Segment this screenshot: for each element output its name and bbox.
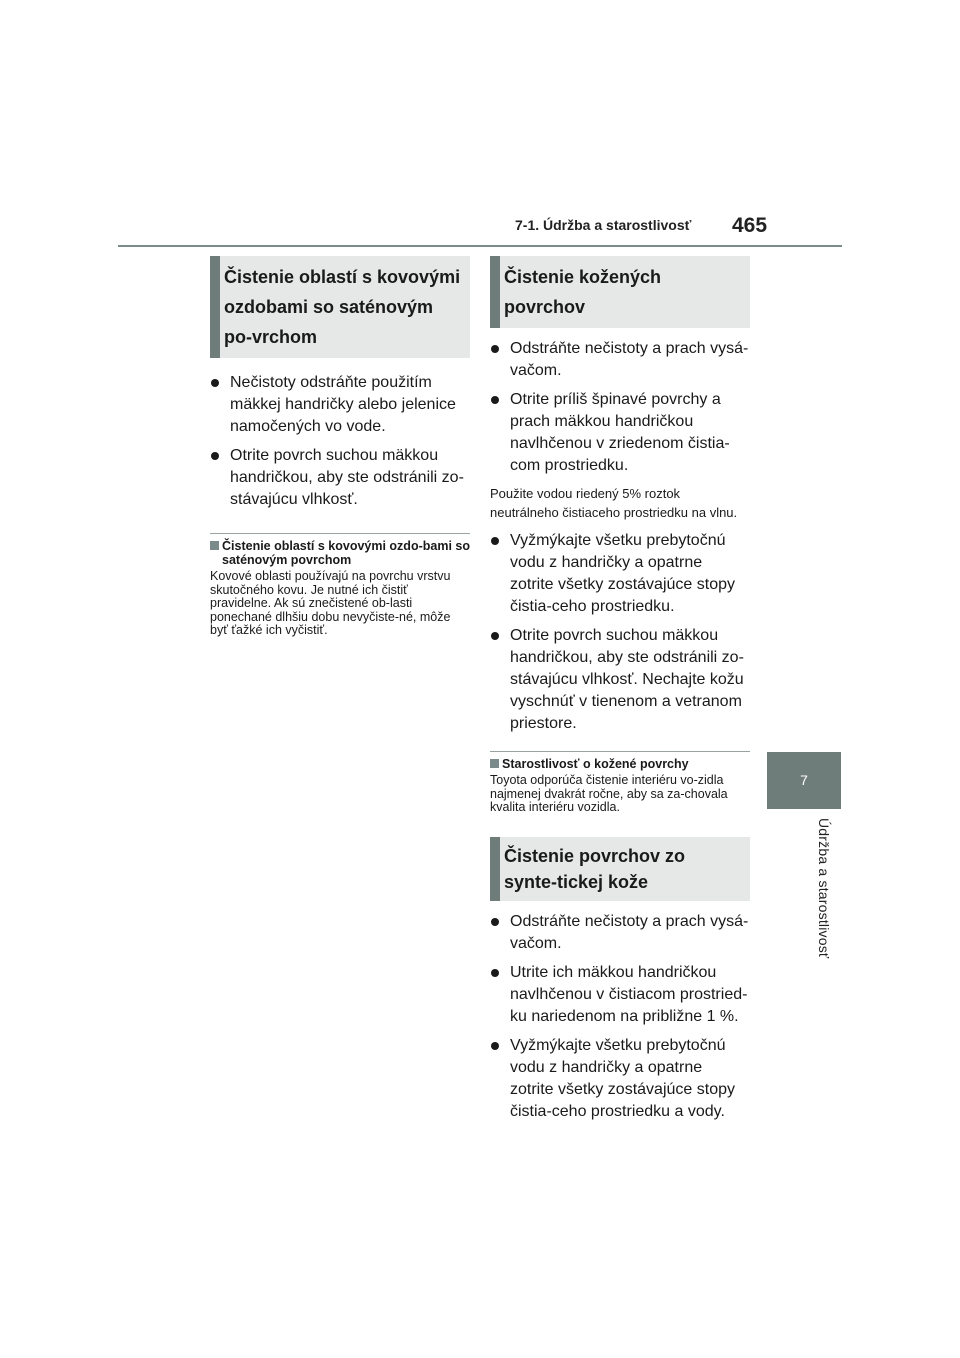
bullet-dot-icon xyxy=(491,537,499,545)
note-square-icon xyxy=(210,541,219,550)
list-item xyxy=(210,445,470,511)
left-column xyxy=(210,256,470,638)
list-item-text: Utrite ich mäkkou handričkou navlhčenou v čistiacom prostried-ku nariedenom na približne 1 %. xyxy=(510,963,748,1025)
bullet-dot-icon xyxy=(491,632,499,640)
bullet-dot-icon xyxy=(491,396,499,404)
note-divider xyxy=(490,751,750,752)
right-column xyxy=(490,256,750,1130)
note-body: Kovové oblasti používajú na povrchu vrstvu skutočného kovu. Je nutné ich čistiť pravidelne. Ak sú znečistené ob-lasti ponechané dlhšiu dobu nevyčiste-né, môže byť ťažké ich vyčistiť. xyxy=(210,569,451,637)
list-item xyxy=(490,1035,750,1123)
note-divider xyxy=(210,533,470,534)
list-item xyxy=(490,389,750,477)
list-item-text: Vyžmýkajte všetku prebytočnú vodu z handričky a opatrne zotrite všetky zostávajúce stopy čistia-ceho prostriedku. xyxy=(510,532,735,615)
bullet-dot-icon xyxy=(211,452,219,460)
list-item xyxy=(210,372,470,438)
dilution-note: Použite vodou riedený 5% roztok neutrálneho čistiaceho prostriedku na vlnu. xyxy=(490,486,738,520)
list-item-text: Odstráňte nečistoty a prach vysá-vačom. xyxy=(510,912,749,952)
note-body: Toyota odporúča čistenie interiéru vo-zidla najmenej dvakrát ročne, aby sa za-chovala kvalita interiéru vozidla. xyxy=(490,773,728,814)
note-title-text: Starostlivosť o kožené povrchy xyxy=(502,757,689,771)
leather-bullet-list xyxy=(490,338,750,477)
header-section-title: 7-1. Údržba a starostlivosť xyxy=(515,217,692,233)
bullet-dot-icon xyxy=(491,918,499,926)
section-heading-metal-trim: Čistenie oblastí s kovovými ozdobami so saténovým po-vrchom xyxy=(210,256,470,358)
list-item-text: Otrite povrch suchou mäkkou handričkou, aby ste odstránili zo-stávajúcu vlhkosť. Nechajte kožu vyschnúť v tienenom a vetranom priestore. xyxy=(510,627,744,732)
chapter-tab-label: Údržba a starostlivosť xyxy=(816,818,832,959)
note-square-icon xyxy=(490,759,499,768)
header-divider xyxy=(118,245,842,247)
list-item-text: Otrite príliš špinavé povrchy a prach mäkkou handričkou navlhčenou v zriedenom čistia-com prostriedku. xyxy=(510,391,730,474)
list-item xyxy=(490,338,750,382)
bullet-dot-icon xyxy=(491,1042,499,1050)
list-item-text: Nečistoty odstráňte použitím mäkkej handričky alebo jelenice namočených vo vode. xyxy=(230,374,456,435)
bullet-dot-icon xyxy=(491,969,499,977)
list-item xyxy=(490,625,750,735)
leather-bullet-list-2 xyxy=(490,530,750,735)
bullet-dot-icon xyxy=(491,345,499,353)
section-heading-synthetic-leather: Čistenie povrchov zo synte-tickej kože xyxy=(490,837,750,901)
note-title xyxy=(210,539,470,567)
page-number: 465 xyxy=(732,214,768,237)
note-title-text: Čistenie oblastí s kovovými ozdo-bami so saténovým povrchom xyxy=(222,539,470,567)
list-item-text: Otrite povrch suchou mäkkou handričkou, aby ste odstránili zo-stávajúcu vlhkosť. xyxy=(230,447,464,508)
list-item-text: Odstráňte nečistoty a prach vysá-vačom. xyxy=(510,340,749,379)
section-heading-leather: Čistenie kožených povrchov xyxy=(490,256,750,328)
list-item xyxy=(490,911,750,955)
list-item xyxy=(490,962,750,1028)
list-item xyxy=(490,530,750,618)
bullet-dot-icon xyxy=(211,379,219,387)
synthetic-bullet-list xyxy=(490,911,750,1123)
note-title xyxy=(490,757,750,771)
chapter-tab-number[interactable]: 7 xyxy=(767,752,841,809)
metal-trim-bullet-list xyxy=(210,372,470,511)
list-item-text: Vyžmýkajte všetku prebytočnú vodu z handričky a opatrne zotrite všetky zostávajúce stopy čistia-ceho prostriedku a vody. xyxy=(510,1036,735,1120)
